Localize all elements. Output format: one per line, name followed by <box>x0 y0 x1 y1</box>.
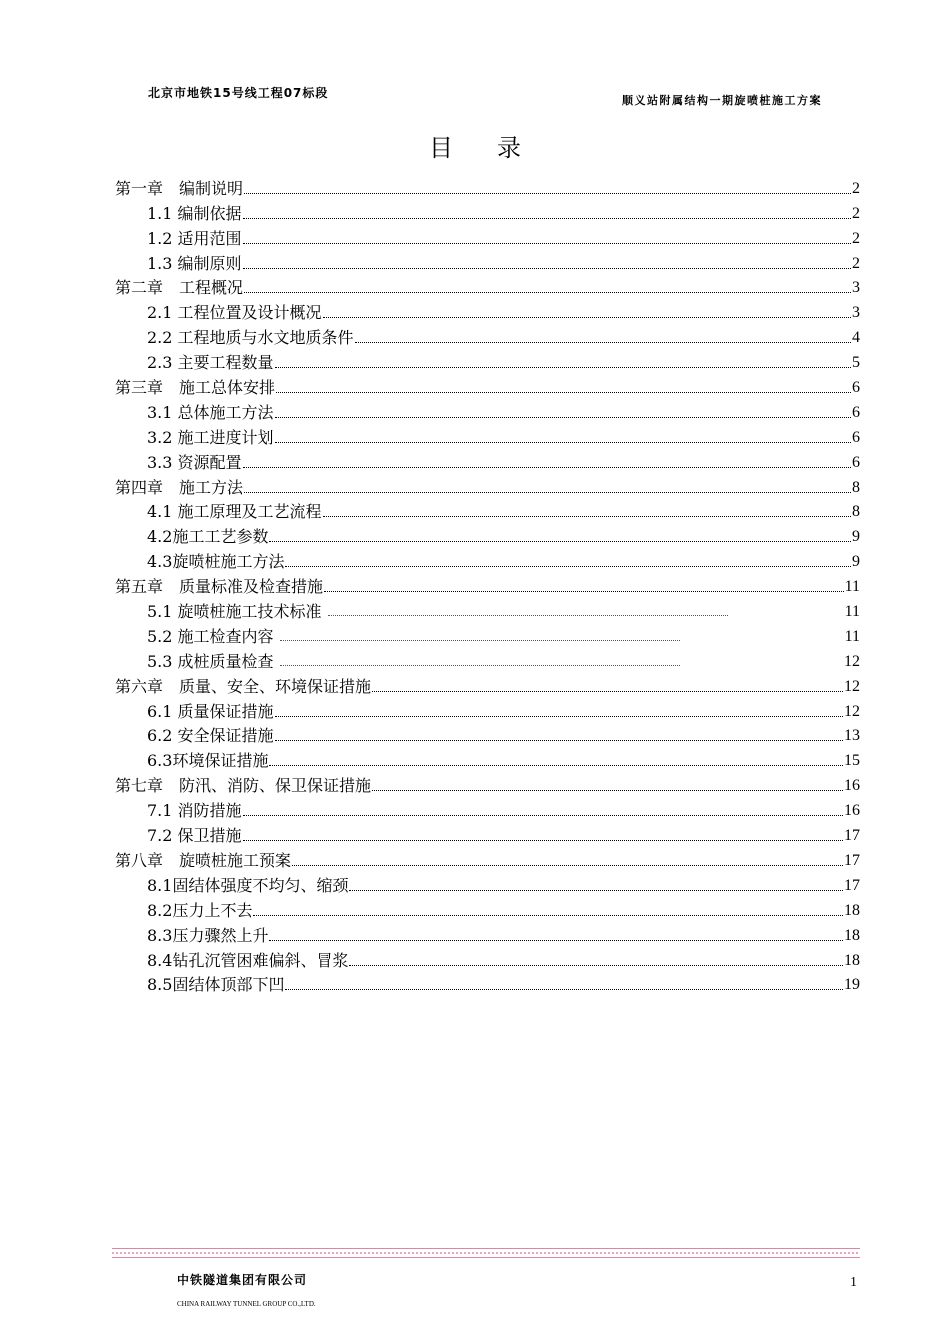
toc-entry-label: 5.1 旋喷桩施工技术标准 <box>147 602 322 622</box>
toc-section-entry[interactable] <box>115 597 860 622</box>
toc-entry-label: 第一章 编制说明 <box>115 178 244 198</box>
toc-entry-label: 7.2 保卫措施 <box>147 826 242 846</box>
toc-entry-label: 4.2施工工艺参数 <box>147 527 269 547</box>
toc-section-entry[interactable] <box>115 746 860 771</box>
toc-chapter-entry[interactable] <box>115 846 860 871</box>
toc-leader-dots <box>275 367 851 368</box>
toc-leader-dots <box>285 989 843 990</box>
toc-page-number: 6 <box>852 403 860 421</box>
toc-page-number: 12 <box>844 702 860 720</box>
toc-entry-label: 3.3 资源配置 <box>147 452 242 472</box>
toc-page-number: 12 <box>844 652 860 670</box>
toc-leader-dots <box>349 890 843 891</box>
toc-section-entry[interactable] <box>115 946 860 971</box>
toc-page-number: 11 <box>844 578 860 596</box>
toc-page-number: 11 <box>844 603 860 621</box>
toc-leader-dots <box>276 392 851 393</box>
toc-leader-dots <box>372 691 843 692</box>
toc-leader-dots <box>275 716 843 717</box>
toc-page-number: 17 <box>844 876 860 894</box>
toc-page-number: 2 <box>852 179 860 197</box>
toc-leader-dots <box>292 865 843 866</box>
toc-entry-label: 3.1 总体施工方法 <box>147 402 274 422</box>
toc-entry-label: 4.3旋喷桩施工方法 <box>147 552 285 572</box>
toc-leader-dots <box>269 541 851 542</box>
toc-section-entry[interactable] <box>115 298 860 323</box>
toc-page-number: 18 <box>844 951 860 969</box>
toc-leader-dots <box>275 442 851 443</box>
toc-entry-label: 5.2 施工检查内容 <box>147 626 274 646</box>
toc-entry-label: 6.1 质量保证措施 <box>147 701 274 721</box>
toc-section-entry[interactable] <box>115 921 860 946</box>
toc-leader-dots <box>243 218 851 219</box>
toc-page-number: 3 <box>852 279 860 297</box>
toc-entry-label: 8.1固结体强度不均匀、缩颈 <box>147 875 349 895</box>
toc-section-entry[interactable] <box>115 622 860 647</box>
toc-section-entry[interactable] <box>115 199 860 224</box>
toc-chapter-entry[interactable] <box>115 373 860 398</box>
toc-section-entry[interactable] <box>115 398 860 423</box>
toc-entry-label: 1.1 编制依据 <box>147 203 242 223</box>
toc-leader-dots <box>328 615 728 616</box>
toc-entry-label: 2.3 主要工程数量 <box>147 353 274 373</box>
toc-leader-dots <box>355 342 851 343</box>
toc-page-number: 18 <box>844 926 860 944</box>
footer-company-name-en: CHINA RAILWAY TUNNEL GROUP CO.,LTD. <box>177 1300 316 1308</box>
toc-section-entry[interactable] <box>115 722 860 747</box>
toc-page-number: 17 <box>844 827 860 845</box>
toc-section-entry[interactable] <box>115 647 860 672</box>
toc-page-number: 6 <box>852 428 860 446</box>
toc-page-number: 15 <box>844 752 860 770</box>
toc-entry-label: 第三章 施工总体安排 <box>115 378 276 398</box>
toc-page-number: 18 <box>844 901 860 919</box>
toc-entry-label: 2.2 工程地质与水文地质条件 <box>147 328 354 348</box>
toc-section-entry[interactable] <box>115 224 860 249</box>
toc-leader-dots <box>349 965 843 966</box>
toc-leader-dots <box>243 268 851 269</box>
toc-page-number: 12 <box>844 677 860 695</box>
toc-leader-dots <box>324 591 844 592</box>
toc-leader-dots <box>280 665 680 666</box>
toc-section-entry[interactable] <box>115 547 860 572</box>
toc-leader-dots <box>244 193 851 194</box>
toc-chapter-entry[interactable] <box>115 771 860 796</box>
toc-entry-label: 第七章 防汛、消防、保卫保证措施 <box>115 776 372 796</box>
toc-leader-dots <box>253 915 843 916</box>
toc-leader-dots <box>275 417 851 418</box>
toc-section-entry[interactable] <box>115 821 860 846</box>
toc-leader-dots <box>243 840 843 841</box>
toc-leader-dots <box>269 765 843 766</box>
toc-leader-dots <box>285 566 851 567</box>
toc-page-number: 6 <box>852 453 860 471</box>
footer-divider <box>112 1248 860 1258</box>
toc-section-entry[interactable] <box>115 323 860 348</box>
toc-page-number: 17 <box>844 851 860 869</box>
toc-entry-label: 5.3 成桩质量检查 <box>147 651 274 671</box>
toc-section-entry[interactable] <box>115 697 860 722</box>
toc-entry-label: 8.5固结体顶部下凹 <box>147 975 285 995</box>
toc-entry-label: 2.1 工程位置及设计概况 <box>147 303 322 323</box>
toc-page-number: 19 <box>844 976 860 994</box>
toc-page-number: 2 <box>852 254 860 272</box>
toc-entry-label: 第二章 工程概况 <box>115 278 244 298</box>
toc-section-entry[interactable] <box>115 423 860 448</box>
toc-leader-dots <box>243 243 851 244</box>
toc-entry-label: 第六章 质量、安全、环境保证措施 <box>115 676 372 696</box>
toc-entry-label: 1.2 适用范围 <box>147 228 242 248</box>
toc-page-number: 9 <box>852 528 860 546</box>
footer-page-number: 1 <box>850 1275 857 1290</box>
toc-chapter-entry[interactable] <box>115 274 860 299</box>
toc-entry-label: 6.3环境保证措施 <box>147 751 269 771</box>
toc-entry-label: 第五章 质量标准及检查措施 <box>115 577 324 597</box>
toc-page-number: 16 <box>844 802 860 820</box>
toc-entry-label: 6.2 安全保证措施 <box>147 726 274 746</box>
toc-leader-dots <box>243 467 851 468</box>
toc-leader-dots <box>275 740 843 741</box>
toc-entry-label: 1.3 编制原则 <box>147 253 242 273</box>
footer-company-name: 中铁隧道集团有限公司 <box>177 1273 308 1287</box>
toc-leader-dots <box>323 516 851 517</box>
toc-leader-dots <box>244 492 851 493</box>
toc-section-entry[interactable] <box>115 448 860 473</box>
toc-leader-dots <box>244 292 851 293</box>
toc-entry-label: 3.2 施工进度计划 <box>147 427 274 447</box>
toc-page-number: 13 <box>844 727 860 745</box>
toc-leader-dots <box>323 317 851 318</box>
toc-section-entry[interactable] <box>115 498 860 523</box>
toc-section-entry[interactable] <box>115 249 860 274</box>
toc-leader-dots <box>372 790 843 791</box>
toc-page-number: 2 <box>852 229 860 247</box>
toc-entry-label: 第四章 施工方法 <box>115 477 244 497</box>
toc-page-number: 16 <box>844 777 860 795</box>
toc-section-entry[interactable] <box>115 348 860 373</box>
toc-page-number: 8 <box>852 478 860 496</box>
toc-entry-label: 8.2压力上不去 <box>147 900 253 920</box>
toc-leader-dots <box>269 940 843 941</box>
table-of-contents <box>115 174 860 995</box>
toc-section-entry[interactable] <box>115 896 860 921</box>
toc-page-number: 3 <box>852 304 860 322</box>
toc-entry-label: 第八章 旋喷桩施工预案 <box>115 850 292 870</box>
toc-leader-dots <box>280 640 680 641</box>
toc-page-number: 4 <box>852 329 860 347</box>
toc-section-entry[interactable] <box>115 796 860 821</box>
toc-chapter-entry[interactable] <box>115 174 860 199</box>
header-document-name: 顺义站附属结构一期旋喷桩施工方案 <box>622 94 822 107</box>
page-title: 目录 <box>429 134 565 162</box>
toc-chapter-entry[interactable] <box>115 572 860 597</box>
toc-leader-dots <box>243 815 843 816</box>
toc-entry-label: 7.1 消防措施 <box>147 801 242 821</box>
toc-entry-label: 8.3压力骤然上升 <box>147 925 269 945</box>
toc-entry-label: 8.4钻孔沉管困难偏斜、冒浆 <box>147 950 349 970</box>
toc-page-number: 11 <box>844 627 860 645</box>
toc-section-entry[interactable] <box>115 971 860 996</box>
toc-page-number: 5 <box>852 354 860 372</box>
toc-page-number: 2 <box>852 204 860 222</box>
toc-page-number: 8 <box>852 503 860 521</box>
toc-chapter-entry[interactable] <box>115 473 860 498</box>
toc-section-entry[interactable] <box>115 871 860 896</box>
toc-section-entry[interactable] <box>115 522 860 547</box>
toc-page-number: 9 <box>852 553 860 571</box>
toc-page-number: 6 <box>852 379 860 397</box>
toc-entry-label: 4.1 施工原理及工艺流程 <box>147 502 322 522</box>
header-project-name: 北京市地铁15号线工程07标段 <box>148 86 329 100</box>
toc-chapter-entry[interactable] <box>115 672 860 697</box>
